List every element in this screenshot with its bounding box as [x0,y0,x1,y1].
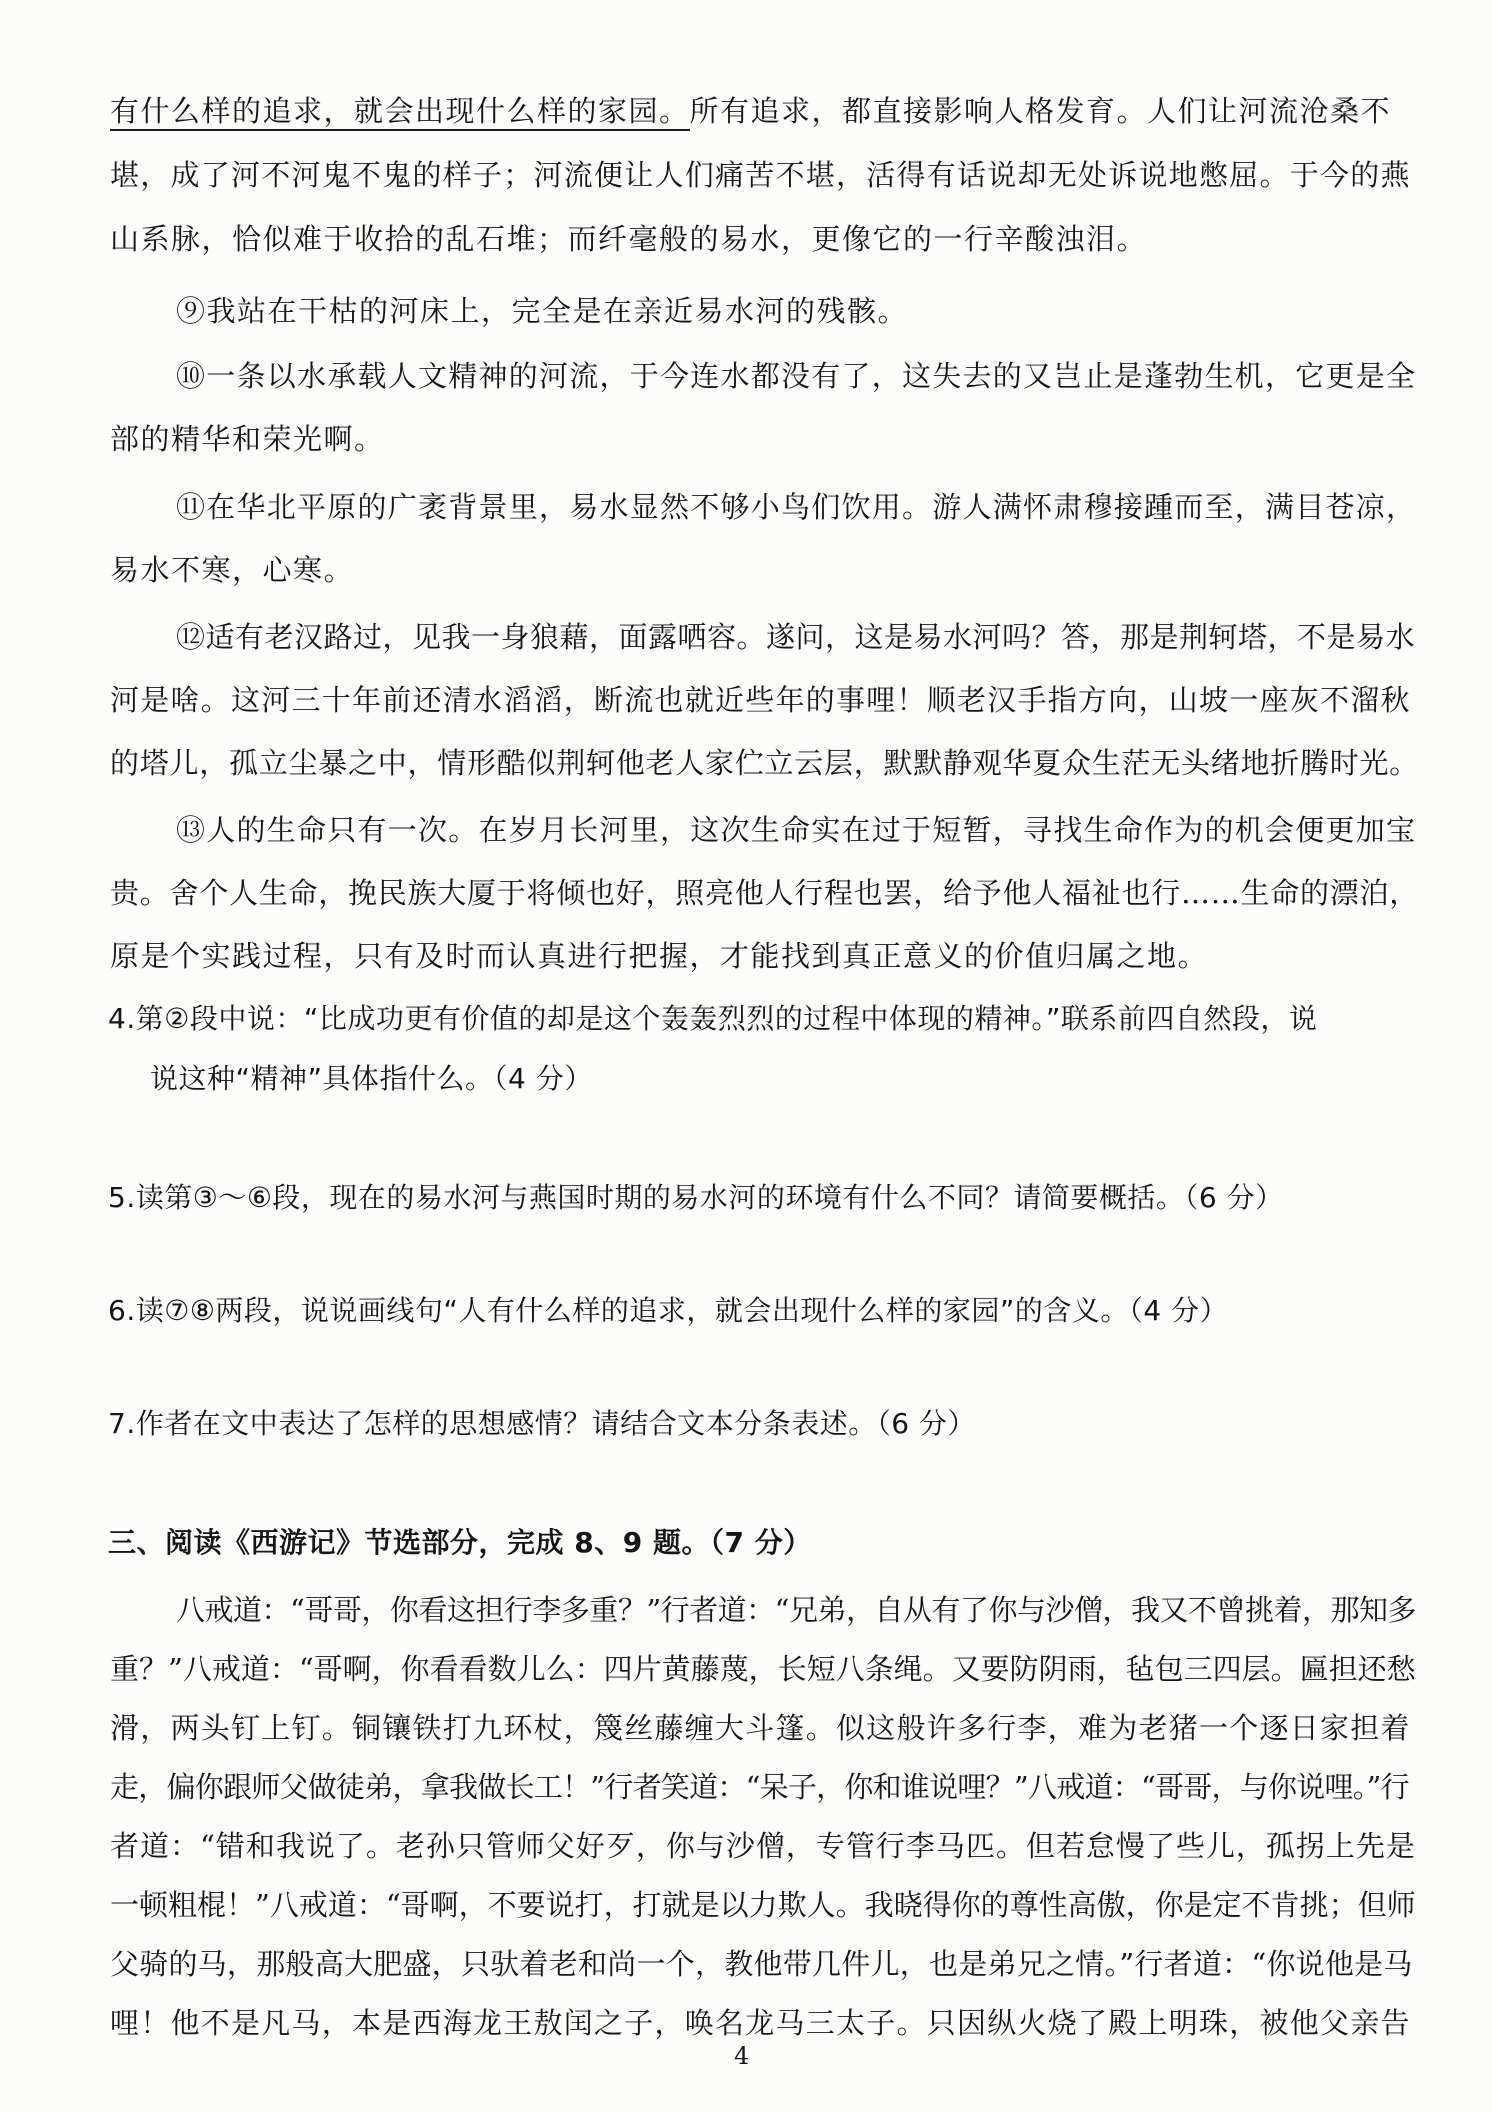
paragraph-10: ⑩一条以水承载人文精神的河流，于今连水都没有了，这失去的又岂止是蓬勃生机，它更是全 [176,359,1417,393]
question-7: 7.作者在文中表达了怎样的思想感情？请结合文本分条表述。（6 分） [108,1407,976,1440]
paragraph-10-cont: 部的精华和荣光啊。 [110,422,385,456]
question-5: 5.读第③～⑥段，现在的易水河与燕国时期的易水河的环境有什么不同？请简要概括。（6 分） [108,1181,1284,1214]
passage-text: 所有追求，都直接影响人格发育。人们让河流沧桑不 [689,94,1392,128]
excerpt-line-6: 一顿粗棍！”八戒道：“哥啊，不要说打，打就是以力欺人。我晓得你的尊性高傲，你是定不肯挑；但师 [110,1888,1416,1922]
excerpt-line-2: 重？”八戒道：“哥啊，你看看数儿么：四片黄藤蔑，长短八条绳。又要防阴雨，毡包三四层。匾担还愁 [110,1652,1416,1686]
underlined-sentence: 有什么样的追求，就会出现什么样的家园。 [110,94,690,131]
paragraph-13-cont-2: 原是个实践过程，只有及时而认真进行把握，才能找到真正意义的价值归属之地。 [110,939,1209,973]
passage-line-3: 山系脉，恰似难于收拾的乱石堆；而纤毫般的易水，更像它的一行辛酸浊泪。 [110,222,1148,256]
paragraph-12: ⑫适有老汉路过，见我一身狼藉，面露哂容。遂问，这是易水河吗？答，那是荆轲塔，不是易水 [176,620,1416,654]
passage-line-2: 堪，成了河不河鬼不鬼的样子；河流便让人们痛苦不堪，活得有话说却无处诉说地憋屈。于今的燕 [110,158,1411,192]
page-number: 4 [734,2042,751,2070]
excerpt-line-8: 哩！他不是凡马，本是西海龙王敖闰之子，唤名龙马三太子。只因纵火烧了殿上明珠，被他父亲告 [110,2006,1411,2040]
excerpt-line-7: 父骑的马，那般高大肥盛，只驮着老和尚一个，教他带几件儿，也是弟兄之情。”行者道：“你说他是马 [110,1947,1413,1981]
paragraph-12-cont-2: 的塔儿，孤立尘暴之中，情形酷似荆轲他老人家伫立云层，默默静观华夏众生茫无头绪地折腾时光。 [110,746,1420,780]
excerpt-line-5: 者道：“错和我说了。老孙只管师父好歹，你与沙僧，专管行李马匹。但若怠慢了些儿，孤拐上先是 [110,1829,1416,1863]
question-6: 6.读⑦⑧两段，说说画线句“人有什么样的追求，就会出现什么样的家园”的含义。（4 分） [108,1294,1229,1327]
question-4-line-1: 4.第②段中说：“比成功更有价值的却是这个轰轰烈烈的过程中体现的精神。”联系前四自然段，说 [108,1002,1318,1035]
paragraph-11: ⑪在华北平原的广袤背景里，易水显然不够小鸟们饮用。游人满怀肃穆接踵而至，满目苍凉， [176,490,1417,524]
excerpt-line-3: 滑，两头钉上钉。铜镶铁打九环杖，篾丝藤缠大斗篷。似这般许多行李，难为老猪一个逐日家担着 [110,1711,1411,1745]
excerpt-line-1: 八戒道：“哥哥，你看这担行李多重？”行者道：“兄弟，自从有了你与沙僧，我又不曾挑着，那知多 [176,1593,1416,1627]
section-3-title: 三、阅读《西游记》节选部分，完成 8、9 题。（7 分） [108,1526,812,1559]
paragraph-13: ⑬人的生命只有一次。在岁月长河里，这次生命实在过于短暂，寻找生命作为的机会便更加宝 [176,813,1417,847]
paragraph-12-cont-1: 河是啥。这河三十年前还清水滔滔，断流也就近些年的事哩！顺老汉手指方向，山坡一座灰不溜秋 [110,683,1411,717]
excerpt-line-4: 走，偏你跟师父做徒弟，拿我做长工！”行者笑道：“呆子，你和谁说哩？”八戒道：“哥哥，与你说哩。”行 [110,1770,1409,1804]
paragraph-11-cont: 易水不寒，心寒。 [110,553,355,587]
paragraph-9: ⑨我站在干枯的河床上，完全是在亲近易水河的残骸。 [176,294,909,328]
paragraph-13-cont-1: 贵。舍个人生命，挽民族大厦于将倾也好，照亮他人行程也罢，给予他人福祉也行……生命的漂泊， [110,876,1420,910]
passage-line-1 [110,90,1391,132]
question-4-line-2: 说这种“精神”具体指什么。（4 分） [150,1062,593,1095]
